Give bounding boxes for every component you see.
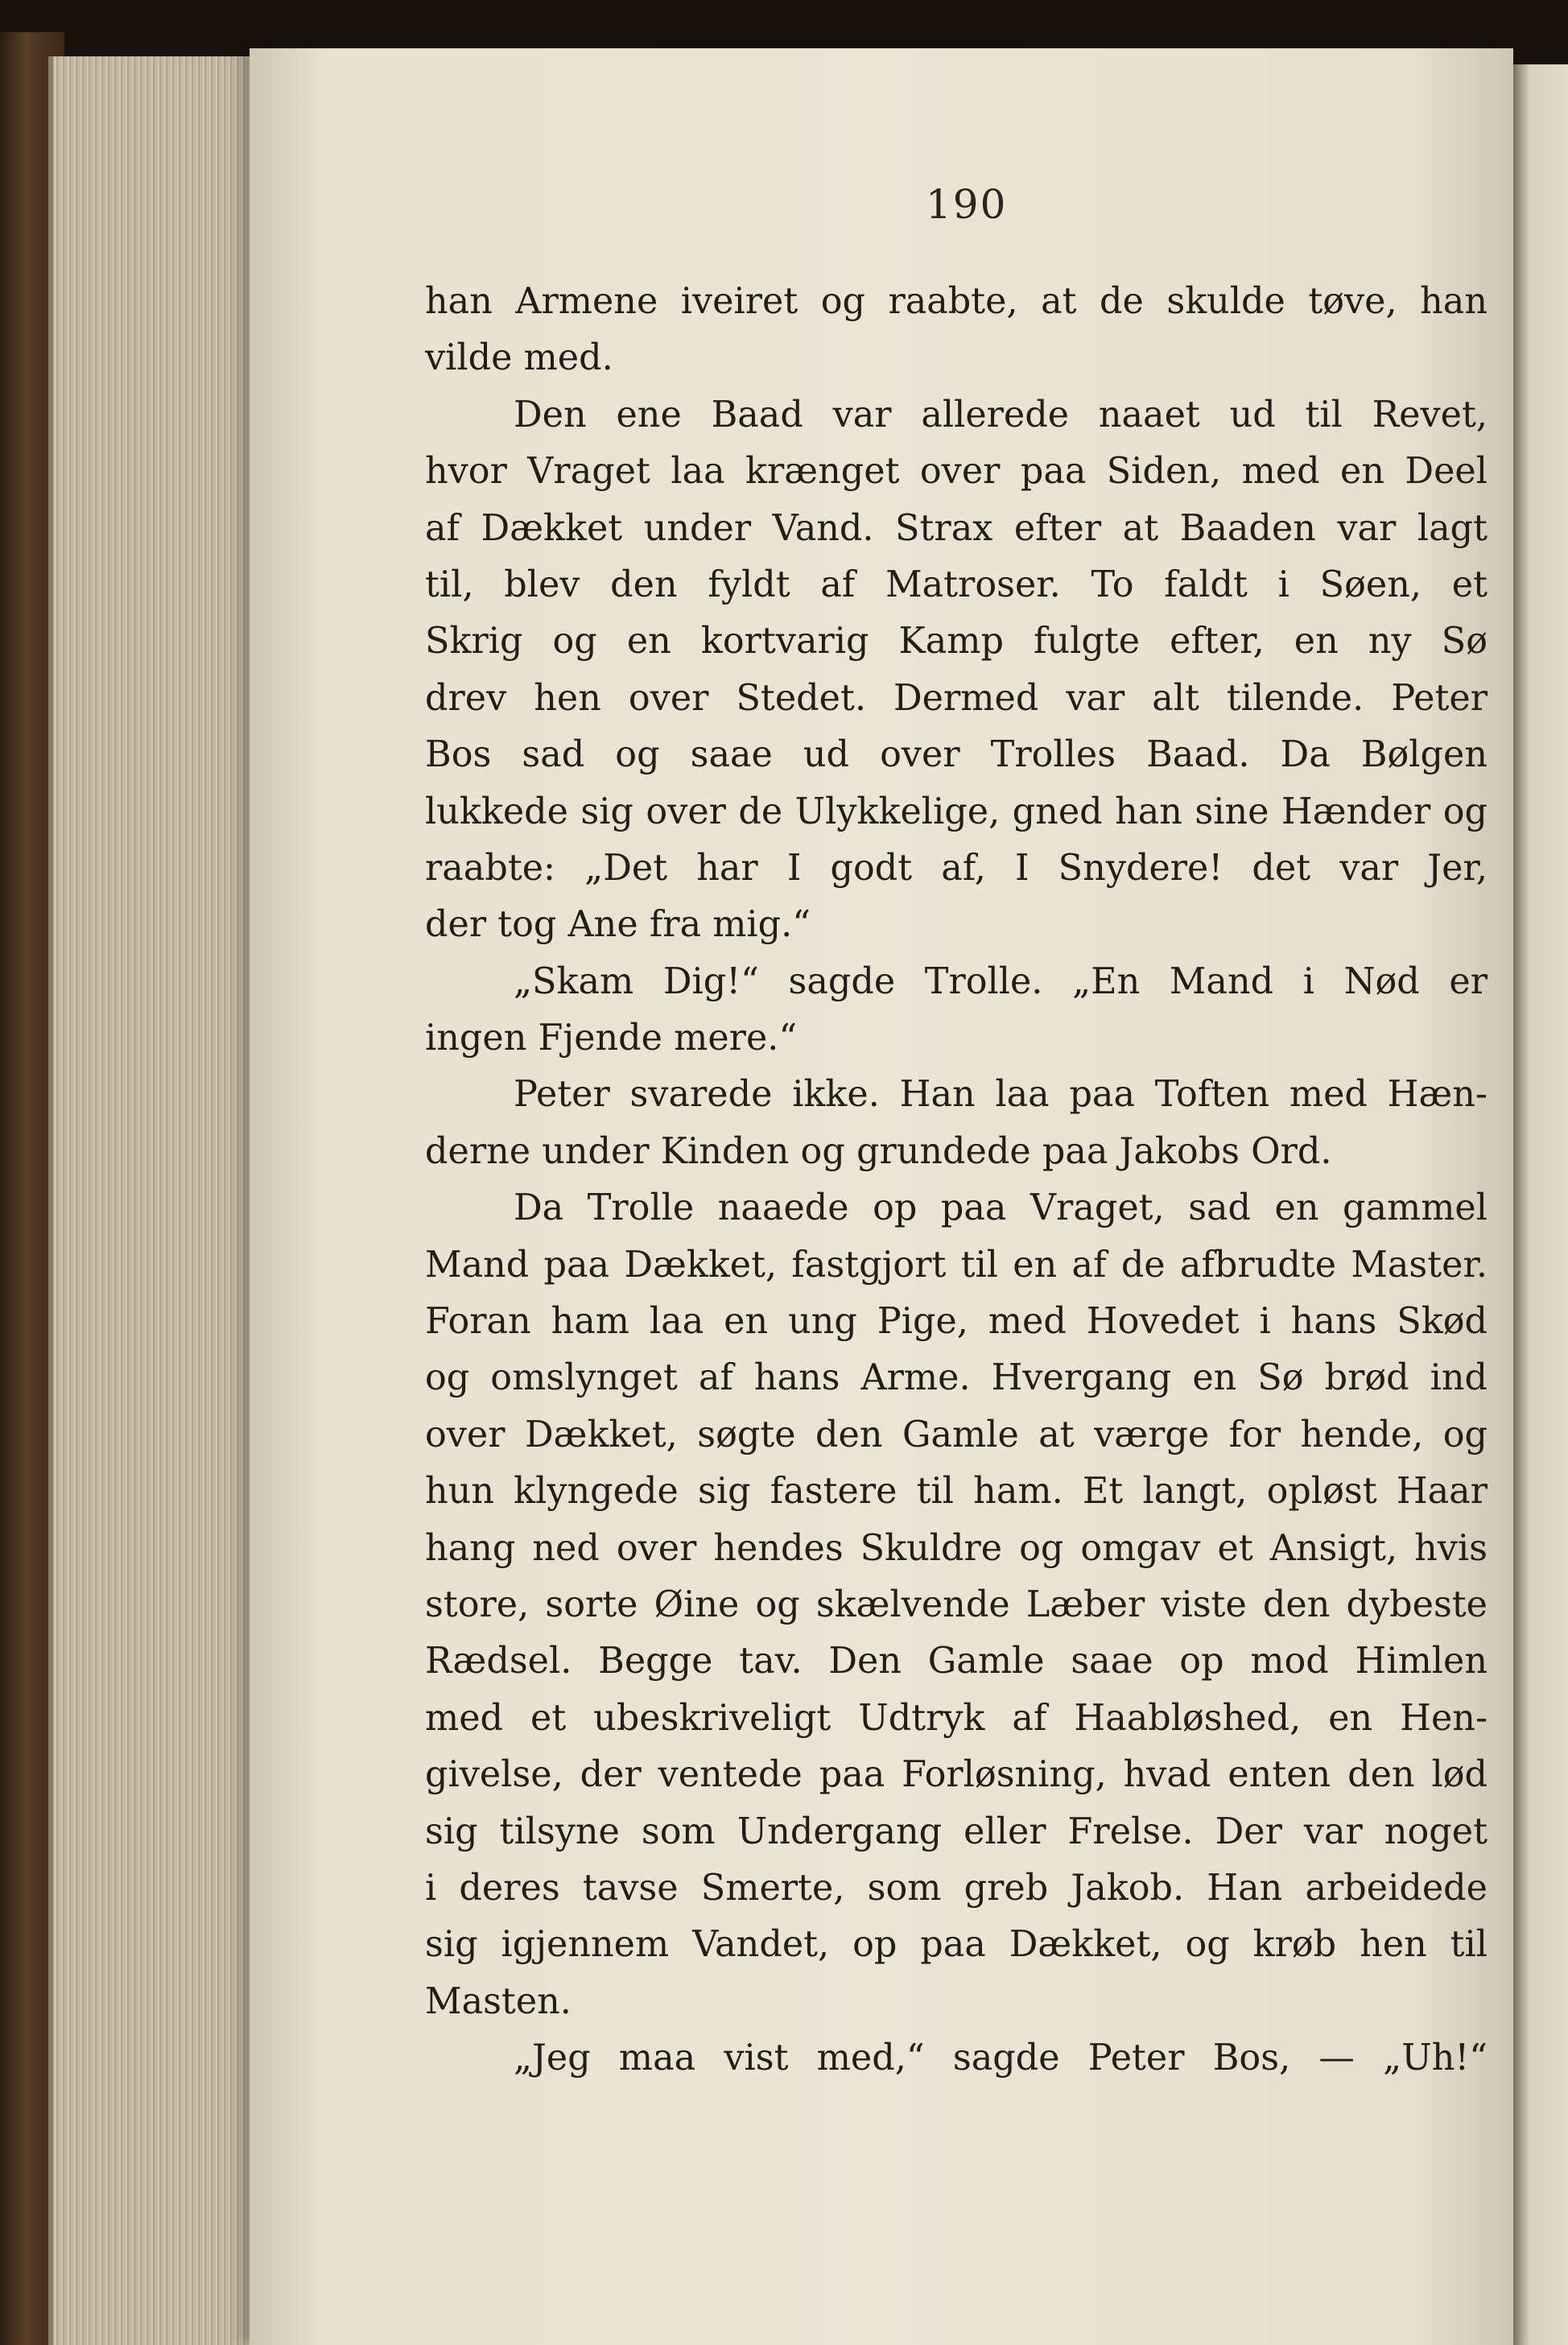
text-line: Den ene Baad var allerede naaet ud til Revet, <box>514 394 1488 436</box>
text-line: Foran ham laa en ung Pige, med Hovedet i hans Skød <box>425 1301 1488 1343</box>
text-line: Rædsel. Begge tav. Den Gamle saae op mod Himlen <box>425 1641 1488 1682</box>
text-line: hun klyngede sig fastere til ham. Et langt, opløst Haar <box>425 1471 1488 1513</box>
body-text <box>425 274 1488 2087</box>
text-line: og omslynget af hans Arme. Hvergang en Sø brød ind <box>425 1357 1488 1399</box>
text-line: Bos sad og saae ud over Trolles Baad. Da Bølgen <box>425 734 1488 776</box>
text-line: i deres tavse Smerte, som greb Jakob. Han arbeidede <box>425 1867 1488 1909</box>
text-line: „Skam Dig!“ sagde Trolle. „En Mand i Nød er <box>514 960 1488 1002</box>
text-line: lukkede sig over de Ulykkelige, gned han sine Hænder og <box>425 791 1488 832</box>
text-line: vilde med. <box>425 337 613 379</box>
text-line: sig tilsyne som Undergang eller Frelse. Der var noget <box>425 1810 1488 1852</box>
text-line: store, sorte Øine og skælvende Læber viste den dybeste <box>425 1583 1488 1625</box>
page-edges <box>48 56 262 2345</box>
text-line: Da Trolle naaede op paa Vraget, sad en gammel <box>514 1187 1488 1229</box>
text-line: hang ned over hendes Skuldre og omgav et Ansigt, hvis <box>425 1527 1488 1569</box>
text-line: drev hen over Stedet. Dermed var alt tilende. Peter <box>425 677 1488 719</box>
text-line: givelse, der ventede paa Forløsning, hvad enten den lød <box>425 1754 1488 1796</box>
text-line: derne under Kinden og grundede paa Jakobs Ord. <box>425 1130 1332 1172</box>
text-line: Skrig og en kortvarig Kamp fulgte efter, en ny Sø <box>425 621 1488 663</box>
text-line: over Dækket, søgte den Gamle at værge for hende, og <box>425 1414 1488 1455</box>
text-line: med et ubeskriveligt Udtryk af Haabløshed, en Hen- <box>425 1697 1488 1739</box>
text-line: Peter svarede ikke. Han laa paa Toften med Hæn- <box>514 1074 1488 1116</box>
text-line: af Dækket under Vand. Strax efter at Baaden var lagt <box>425 507 1488 549</box>
text-line: Mand paa Dækket, fastgjort til en af de afbrudte Master. <box>425 1244 1488 1286</box>
text-line: ingen Fjende mere.“ <box>425 1018 798 1059</box>
text-line: han Armene iveiret og raabte, at de skulde tøve, han <box>425 281 1488 322</box>
page-number: 190 <box>926 181 1008 228</box>
text-line: der tog Ane fra mig.“ <box>425 904 811 946</box>
facing-page-edge <box>1513 64 1568 2345</box>
text-line: raabte: „Det har I godt af, I Snydere! det var Jer, <box>425 847 1488 889</box>
text-line: „Jeg maa vist med,“ sagde Peter Bos, — „Uh!“ <box>514 2037 1488 2079</box>
text-line: sig igjennem Vandet, op paa Dækket, og krøb hen til <box>425 1924 1488 1966</box>
text-line: hvor Vraget laa krænget over paa Siden, med en Deel <box>425 451 1488 493</box>
text-line: Masten. <box>425 1980 571 2022</box>
text-line: til, blev den fyldt af Matroser. To faldt i Søen, et <box>425 564 1488 605</box>
